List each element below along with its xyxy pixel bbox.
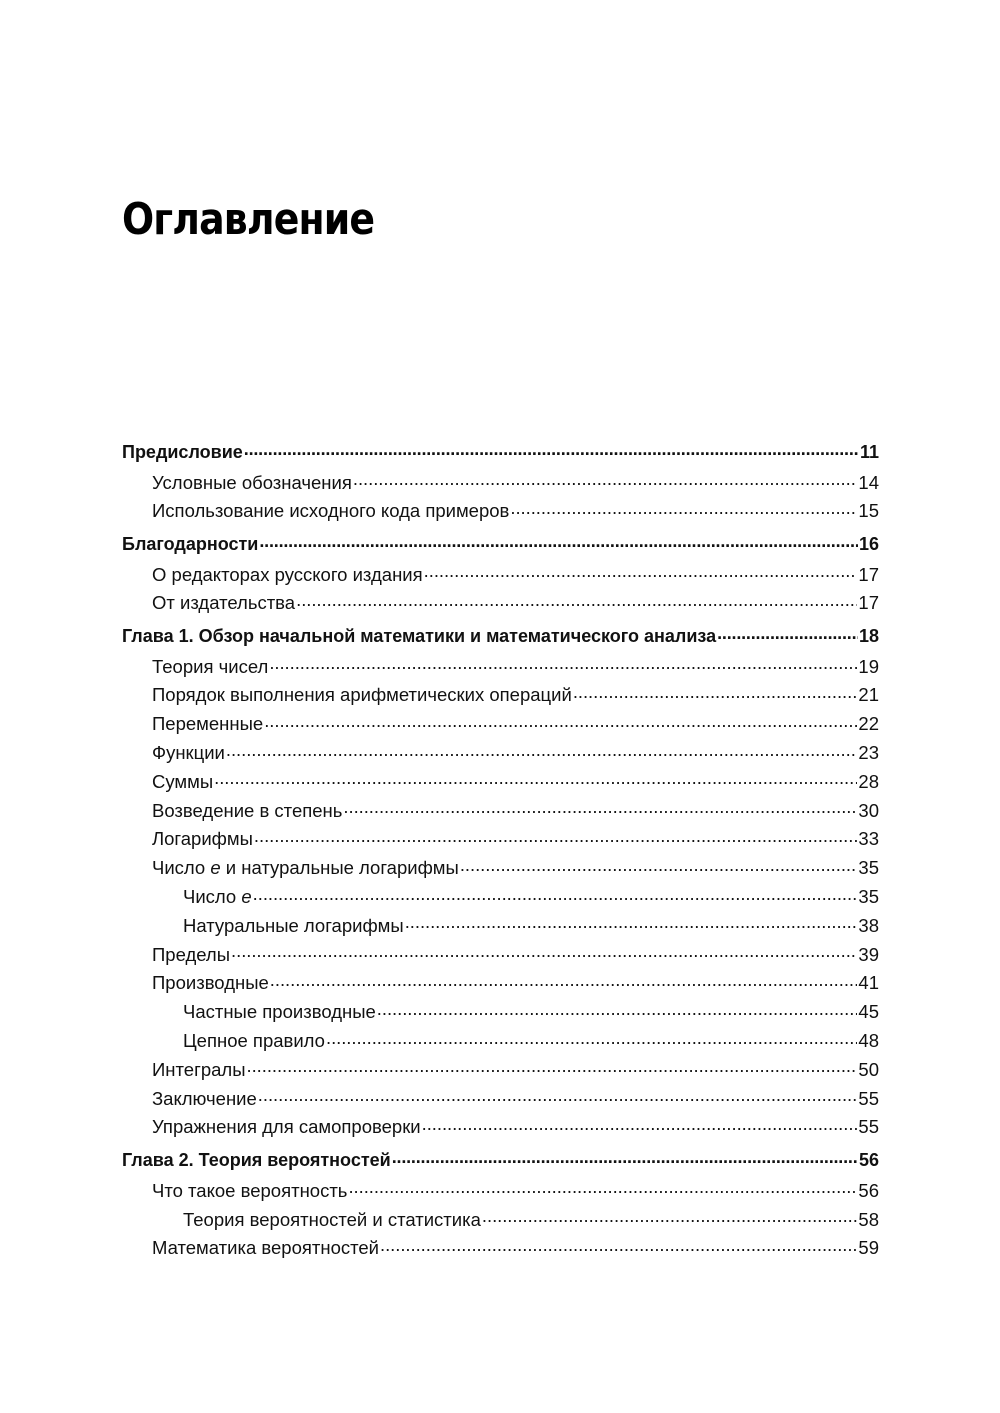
toc-dot-leader [296,591,857,610]
toc-dot-leader [269,654,857,673]
toc-chapter[interactable] [122,621,879,653]
toc-entry-title: Условные обозначения [152,471,352,493]
toc-entry[interactable] [122,1206,879,1235]
toc-page-number: 41 [858,972,879,994]
toc-entry-title: Теория вероятностей и статистика [183,1208,481,1230]
toc-entry[interactable] [122,1027,879,1056]
toc-dot-leader [717,624,858,642]
toc-entry[interactable] [122,497,879,526]
toc-entry-title: Натуральные логарифмы [183,914,404,936]
toc-entry-title: Теория чисел [152,655,269,677]
toc-dot-leader [254,827,858,846]
toc-entry[interactable] [122,589,879,618]
toc-entry[interactable] [122,825,879,854]
toc-page-number: 18 [858,626,879,647]
toc-dot-leader [244,440,859,458]
toc-entry-title: Частные производные [183,1001,376,1023]
toc-page-number: 17 [858,563,879,585]
toc-dot-leader [231,942,857,961]
page-title: Оглавление [122,194,375,245]
toc-entry-title: Суммы [152,770,214,792]
toc-dot-leader [348,1178,857,1197]
toc-entry-title: Использование исходного кода примеров [152,500,510,522]
toc-page-number: 19 [858,655,879,677]
toc-chapter[interactable] [122,1145,879,1177]
toc-dot-leader [264,712,857,731]
toc-entry-title: Заключение [152,1087,257,1109]
toc-page-number: 14 [858,471,879,493]
toc-dot-leader [270,971,858,990]
toc-entry-title: Предисловие [122,442,243,462]
toc-dot-leader [259,532,858,550]
toc-entry[interactable] [122,883,879,912]
toc-page-number: 38 [858,914,879,936]
toc-dot-leader [424,562,858,581]
toc-page-number: 50 [858,1058,879,1080]
toc-page-number: 55 [858,1087,879,1109]
toc-entry-title: Число e [183,886,252,908]
toc-dot-leader [377,1000,858,1019]
toc-entry-title: Что такое вероятность [152,1179,348,1201]
toc-entry-title: О редакторах русского издания [152,563,423,585]
toc-entry[interactable] [122,1113,879,1142]
toc-chapter[interactable] [122,437,879,469]
toc-entry-title: Интегралы [152,1058,246,1080]
toc-page-number: 56 [858,1150,879,1171]
toc-entry[interactable] [122,681,879,710]
toc-dot-leader [247,1057,858,1076]
toc-entry[interactable] [122,998,879,1027]
toc-entry-title: От издательства [152,592,296,614]
toc-dot-leader [343,798,857,817]
toc-page-number: 56 [858,1179,879,1201]
toc-page-number: 55 [858,1116,879,1138]
toc-entry-title: Пределы [152,943,231,965]
toc-chapter[interactable] [122,529,879,561]
toc-entry[interactable] [122,1234,879,1263]
toc-entry-title: Логарифмы [152,828,253,850]
toc-dot-leader [405,913,858,932]
toc-dot-leader [214,769,857,788]
toc-entry[interactable] [122,912,879,941]
toc-entry-title: Упражнения для самопроверки [152,1116,421,1138]
table-of-contents [122,437,879,1263]
toc-entry[interactable] [122,710,879,739]
toc-page-number: 35 [858,857,879,879]
toc-entry[interactable] [122,653,879,682]
toc-entry-title: Функции [152,742,225,764]
toc-page-number: 17 [858,592,879,614]
toc-entry-title: Переменные [152,713,264,735]
toc-entry-title: Возведение в степень [152,799,343,821]
toc-page-number: 39 [858,943,879,965]
toc-entry[interactable] [122,561,879,590]
toc-dot-leader [422,1115,858,1134]
toc-entry[interactable] [122,768,879,797]
toc-page-number: 23 [858,742,879,764]
toc-dot-leader [258,1086,858,1105]
toc-entry[interactable] [122,1056,879,1085]
toc-entry[interactable] [122,739,879,768]
toc-entry[interactable] [122,469,879,498]
toc-dot-leader [392,1148,858,1166]
toc-page-number: 15 [858,500,879,522]
toc-page-number: 11 [859,442,879,462]
toc-page-number: 48 [858,1030,879,1052]
toc-dot-leader [253,885,858,904]
toc-page-number: 59 [858,1237,879,1259]
toc-page-number: 45 [858,1001,879,1023]
toc-page-number: 30 [858,799,879,821]
toc-dot-leader [326,1029,857,1048]
toc-entry-title: Порядок выполнения арифметических операций [152,684,572,706]
toc-dot-leader [226,741,858,760]
toc-dot-leader [573,683,858,702]
toc-page-number: 22 [858,713,879,735]
toc-dot-leader [380,1236,857,1255]
toc-dot-leader [482,1207,858,1226]
toc-entry-title: Благодарности [122,534,259,555]
toc-dot-leader [353,470,858,489]
toc-entry-title: Производные [152,972,269,994]
toc-entry-title: Глава 2. Теория вероятностей [122,1150,391,1171]
toc-dot-leader [460,856,858,875]
toc-page-number: 33 [858,828,879,850]
toc-entry-title: Математика вероятностей [152,1237,380,1259]
toc-entry[interactable] [122,1085,879,1114]
toc-page-number: 28 [858,770,879,792]
toc-entry[interactable] [122,941,879,970]
toc-page-number: 58 [858,1208,879,1230]
toc-entry[interactable] [122,854,879,883]
toc-page-number: 16 [858,534,879,555]
toc-page-number: 21 [858,684,879,706]
toc-entry[interactable] [122,797,879,826]
toc-page-number: 35 [858,886,879,908]
toc-entry[interactable] [122,1177,879,1206]
toc-entry[interactable] [122,969,879,998]
toc-entry-title: Число e и натуральные логарифмы [152,857,459,879]
toc-entry-title: Цепное правило [183,1030,325,1052]
toc-dot-leader [510,499,857,518]
toc-entry-title: Глава 1. Обзор начальной математики и математического анализа [122,626,717,647]
